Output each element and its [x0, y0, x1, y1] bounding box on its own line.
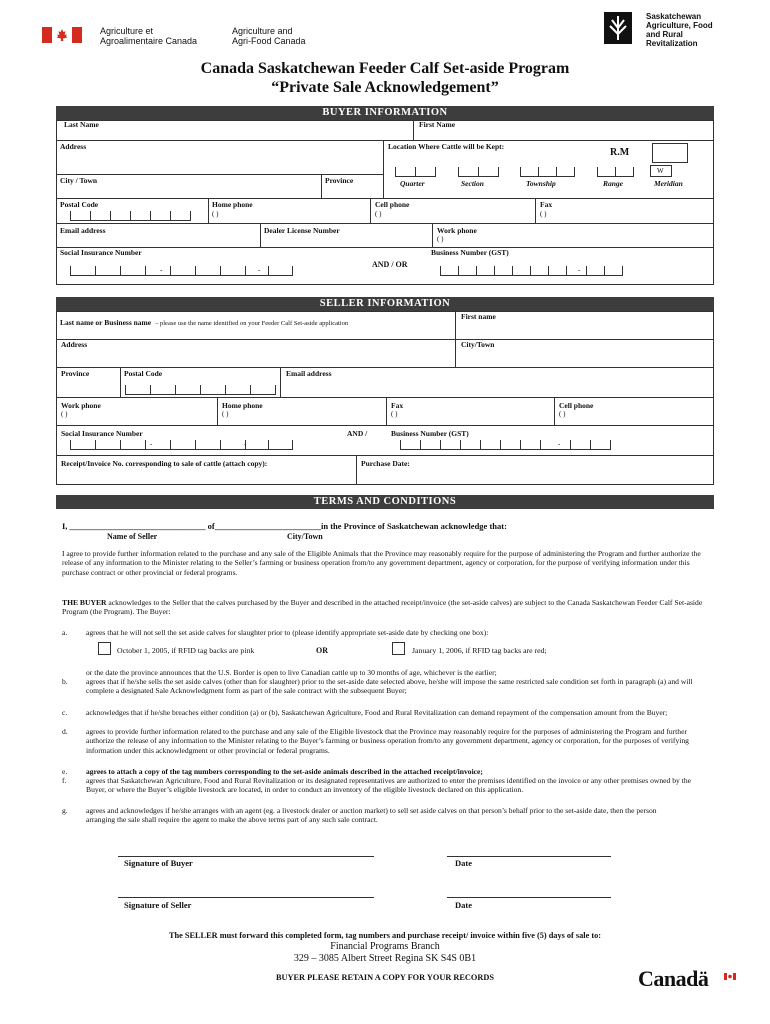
seller-and-label: AND /: [347, 429, 368, 438]
section-label: Section: [461, 179, 484, 188]
divider: [554, 397, 555, 425]
meridian-label: Meridian: [654, 179, 683, 188]
tick: [190, 211, 191, 221]
rm-label: R.M: [610, 147, 630, 158]
buyer-work-phone-field[interactable]: ( ): [437, 235, 444, 243]
tick: [220, 440, 221, 450]
seller-signature-line[interactable]: [118, 897, 374, 898]
forward-instruction: The SELLER must forward this completed form, tag numbers and purchase receipt/ invoice within five (5) days of sale to:: [168, 931, 602, 940]
township-label: Township: [526, 179, 556, 188]
seller-cell-phone-label: Cell phone: [559, 401, 594, 410]
seller-email-field[interactable]: [284, 379, 712, 395]
tick: [150, 385, 151, 395]
item-a-continued: or the date the province announces that the U.S. Border is open to live Canadian cattle up to 30 months of age, whichever is the earlier;: [86, 668, 497, 677]
buyer-fax-field[interactable]: ( ): [540, 210, 547, 218]
tick: [170, 266, 171, 276]
seller-cell-phone-field[interactable]: ( ): [559, 410, 566, 418]
divider: [280, 367, 281, 397]
dash: -: [578, 266, 581, 274]
seller-city-field[interactable]: [458, 350, 712, 366]
township-field[interactable]: [520, 176, 574, 177]
tick: [145, 266, 146, 276]
tick: [145, 440, 146, 450]
tick: [610, 440, 611, 450]
tick: [498, 167, 499, 177]
divider: [56, 198, 714, 199]
seller-home-phone-label: Home phone: [222, 401, 263, 410]
dash: -: [150, 440, 153, 448]
terms-section-heading: TERMS AND CONDITIONS: [56, 495, 714, 509]
tick: [480, 440, 481, 450]
wordmark-flag-icon: [724, 967, 736, 974]
tick: [400, 440, 401, 450]
buyer-sin-field[interactable]: [70, 275, 292, 276]
item-g-text: agrees and acknowledges if he/she arranges with an agent (eg. a livestock dealer or auction market) to sell set aside calves on that person’s behalf prior to the set-aside date, then the person arranging the sale shall require the agent to make the above terms part of any such sale contract.: [86, 806, 657, 825]
dash: -: [258, 266, 261, 274]
seller-work-phone-field[interactable]: ( ): [61, 410, 68, 418]
tick: [292, 266, 293, 276]
divider: [56, 174, 383, 175]
seller-work-phone-label: Work phone: [61, 401, 101, 410]
fed-fr-line2: Agroalimentaire Canada: [100, 36, 198, 46]
divider: [455, 311, 456, 339]
tick: [70, 266, 71, 276]
tick: [120, 440, 121, 450]
tick: [245, 440, 246, 450]
buyer-email-label: Email address: [60, 226, 106, 235]
saskatchewan-wordmark: [646, 12, 713, 48]
tick: [520, 167, 521, 177]
tick: [175, 385, 176, 395]
tick: [170, 440, 171, 450]
buyer-province-label: Province: [325, 176, 354, 185]
rm-field[interactable]: [652, 143, 688, 163]
divider: [356, 455, 357, 485]
tick: [250, 385, 251, 395]
title-line2: “Private Sale Acknowledgement”: [271, 79, 499, 96]
seller-address-label: Address: [61, 340, 88, 349]
buyer-last-name-label: Last Name: [64, 120, 99, 129]
tick: [574, 167, 575, 177]
canada-wordmark: Canadä: [638, 966, 709, 991]
divider: [386, 397, 387, 425]
buyer-acknowledgement-paragraph: [62, 598, 712, 617]
buyer-work-phone-label: Work phone: [437, 226, 477, 235]
receipt-label: Receipt/Invoice No. corresponding to sale of cattle (attach copy):: [61, 459, 268, 468]
tick: [570, 440, 571, 450]
tick: [435, 167, 436, 177]
tick: [548, 266, 549, 276]
buyer-fax-label: Fax: [540, 200, 553, 209]
buyer-signature-line[interactable]: [118, 856, 374, 857]
tick: [420, 440, 421, 450]
buyer-postal-label: Postal Code: [60, 200, 99, 209]
sk-line2: Agriculture, Food: [646, 21, 713, 30]
tick: [200, 385, 201, 395]
tick: [633, 167, 634, 177]
buyer-first-name-field[interactable]: [416, 129, 712, 139]
buyer-gst-field[interactable]: [440, 275, 622, 276]
buyer-dealer-label: Dealer License Number: [264, 226, 340, 235]
seller-province-field[interactable]: [58, 379, 118, 395]
tick: [268, 266, 269, 276]
seller-address-field[interactable]: [58, 350, 452, 366]
buyer-first-name-label: First Name: [419, 120, 456, 129]
range-label: Range: [603, 179, 624, 188]
seller-fax-label: Fax: [391, 401, 404, 410]
tick: [458, 266, 459, 276]
tick: [130, 211, 131, 221]
item-b-text: agrees that if he/she sells the set aside calves (other than for slaughter) prior to the set-aside date selected above, he/she will impose the same restricted sale condition set forth in paragraph (a) and will complete a designated Sale Acknowledgment form as part of the sale contract with the subsequent Buyer;: [86, 677, 693, 696]
quarter-label: Quarter: [400, 179, 425, 188]
tick: [597, 167, 598, 177]
tick: [195, 266, 196, 276]
seller-gst-label: Business Number (GST): [391, 429, 469, 438]
page-title: [0, 59, 770, 97]
tick: [458, 167, 459, 177]
seller-date-label: Date: [455, 900, 472, 910]
tick: [530, 266, 531, 276]
seller-agreement-paragraph: I agree to provide further information related to the purchase and any sale of the Eligible Animals that the Province may reasonably require for the purpose of administering the Program and further authorize the release of any information to the Minister relating to the Seller’s farming or business operation from/to any government department, agency or corporation, for the purpose of verifying information under this purchase contract or other provincial or federal programs.: [62, 549, 701, 577]
divider: [56, 455, 714, 456]
item-d-letter: d.: [62, 727, 68, 736]
option-red-label: January 1, 2006, if RFID tag backs are red;: [412, 646, 547, 655]
title-line1: Canada Saskatchewan Feeder Calf Set-aside Program: [200, 60, 570, 77]
tick: [125, 385, 126, 395]
buyer-cell-phone-field[interactable]: ( ): [375, 210, 382, 218]
tick: [110, 211, 111, 221]
tick: [90, 211, 91, 221]
divider: [413, 120, 414, 140]
seller-section-heading: SELLER INFORMATION: [56, 297, 714, 311]
tick: [415, 167, 416, 177]
buyer-address-field[interactable]: [58, 152, 378, 172]
tick: [622, 266, 623, 276]
divider: [56, 247, 714, 248]
tick: [494, 266, 495, 276]
seller-first-name-field[interactable]: [458, 322, 712, 338]
seller-postal-label: Postal Code: [124, 369, 163, 378]
tick: [95, 440, 96, 450]
option-pink-label: October 1, 2005, if RFID tag backs are pink: [117, 646, 255, 655]
seller-home-phone-field[interactable]: ( ): [222, 410, 229, 418]
divider: [56, 397, 714, 398]
tick: [604, 266, 605, 276]
buyer-section-heading: BUYER INFORMATION: [56, 106, 714, 120]
tick: [268, 440, 269, 450]
seller-city-label: City/Town: [461, 340, 495, 349]
divider: [56, 367, 714, 368]
divider: [535, 198, 536, 223]
retain-copy-notice: BUYER PLEASE RETAIN A COPY FOR YOUR RECORDS: [276, 973, 494, 982]
item-f-letter: f.: [62, 776, 67, 785]
item-c-letter: c.: [62, 708, 68, 717]
seller-signature-label: Signature of Seller: [124, 900, 192, 910]
seller-fax-field[interactable]: ( ): [391, 410, 398, 418]
sk-line4: Revitalization: [646, 39, 698, 48]
dash: -: [558, 440, 561, 448]
divider: [120, 367, 121, 397]
buyer-home-phone-field[interactable]: ( ): [212, 210, 219, 218]
city-town-label: City/Town: [287, 532, 323, 541]
buyer-location-label: Location Where Cattle will be Kept:: [388, 142, 505, 151]
and-or-label: AND / OR: [372, 260, 408, 269]
receipt-field[interactable]: [58, 469, 354, 483]
w-label: W: [657, 167, 664, 175]
purchase-date-field[interactable]: [360, 469, 712, 483]
tick: [586, 266, 587, 276]
tick: [440, 266, 441, 276]
divider: [455, 339, 456, 367]
divider: [383, 140, 384, 198]
buyer-city-label: City / Town: [60, 176, 98, 185]
divider: [56, 140, 714, 141]
buyer-signature-label: Signature of Buyer: [124, 858, 193, 868]
name-of-seller-label: Name of Seller: [107, 532, 158, 541]
tick: [615, 167, 616, 177]
dash: -: [244, 440, 247, 448]
tick: [220, 266, 221, 276]
tick: [95, 266, 96, 276]
tick: [566, 266, 567, 276]
seller-last-name-field[interactable]: [58, 322, 452, 338]
tick: [478, 167, 479, 177]
fed-fr-line1: Agriculture et: [100, 26, 154, 36]
sk-line3: and Rural: [646, 30, 683, 39]
or-label: OR: [316, 646, 328, 655]
divider: [217, 397, 218, 425]
seller-last-name-note: – please use the name identified on your Feeder Calf Set-aside application: [155, 320, 349, 327]
divider: [260, 223, 261, 247]
tick: [512, 266, 513, 276]
branch-address: 329 – 3085 Albert Street Regina SK S4S 0B1: [293, 953, 477, 964]
item-f-text: agrees that Saskatchewan Agriculture, Food and Rural Revitalization or its designated representatives are authorized to enter the premises identified on the invoice or any other premises owned by the Buyer, or where the Buyer’s eligible livestock are located, in order to conduct an inventory of the eligible livestock declared on this application.: [86, 776, 691, 795]
buyer-last-name-field[interactable]: [58, 129, 410, 139]
sk-line1: Saskatchewan: [646, 12, 702, 21]
tick: [292, 440, 293, 450]
seller-sin-label: Social Insurance Number: [61, 429, 143, 438]
buyer-sin-label: Social Insurance Number: [60, 248, 142, 257]
tick: [195, 440, 196, 450]
tick: [70, 440, 71, 450]
seller-email-label: Email address: [286, 369, 332, 378]
buyer-province-field[interactable]: [324, 185, 380, 197]
buyer-date-label: Date: [455, 858, 472, 868]
buyer-cell-phone-label: Cell phone: [375, 200, 410, 209]
dash: -: [160, 266, 163, 274]
tick: [590, 440, 591, 450]
pink-tag-checkbox[interactable]: [98, 642, 111, 655]
tick: [120, 266, 121, 276]
item-e-letter: e.: [62, 767, 68, 776]
divider: [208, 198, 209, 223]
the-buyer-bold: THE BUYER: [62, 598, 107, 607]
buyer-city-field[interactable]: [58, 185, 318, 197]
item-a-text: agrees that he will not sell the set aside calves for slaughter prior to (please identify appropriate set-aside date by checking one box):: [86, 628, 489, 637]
fed-en-line1: Agriculture and: [232, 26, 293, 36]
divider: [321, 174, 322, 198]
buyer-ack-rest: acknowledges to the Seller that the calves purchased by the Buyer and described in the attached receipt/invoice (the set-aside calves) are subject to the Canada Saskatchewan Feeder Calf Set-aside Program (the Program). The Buyer:: [62, 598, 703, 617]
item-g-letter: g.: [62, 806, 68, 815]
tick: [70, 211, 71, 221]
item-d-text: agrees to provide further information related to the purchase and any sale of the Eligible livestock that the Province may reasonably require for the purposes of administering the Program and further authorize the release of any information to the Minister relating to the Buyer’s farming or business operation from/to any government department, agency or corporation, for the purposes of verifying information under this acknowledgment or other provincial or federal programs.: [86, 727, 689, 755]
seller-gst-field[interactable]: [400, 449, 610, 450]
tick: [440, 440, 441, 450]
tick: [225, 385, 226, 395]
buyer-home-phone-label: Home phone: [212, 200, 253, 209]
red-tag-checkbox[interactable]: [392, 642, 405, 655]
tick: [556, 167, 557, 177]
divider: [56, 339, 714, 340]
item-c-text: acknowledges that if he/she breaches either condition (a) or (b), Saskatchewan Agriculture, Food and Rural Revitalization can demand repayment of the compensation amount from the Buyer;: [86, 708, 668, 717]
item-e-text: agrees to attach a copy of the tag numbers corresponding to the set-aside animals described in the attached receipt/invoice;: [86, 767, 483, 776]
fed-en-line2: Agri-Food Canada: [232, 36, 306, 46]
tick: [540, 440, 541, 450]
tick: [500, 440, 501, 450]
tick: [245, 266, 246, 276]
seller-date-line[interactable]: [447, 897, 611, 898]
seller-province-label: Province: [61, 369, 90, 378]
saskatchewan-logo-icon: [604, 12, 632, 44]
tick: [150, 211, 151, 221]
buyer-dealer-field[interactable]: [262, 235, 430, 246]
ack-line[interactable]: I, ________________________________ of_________________________in the Province of Saskatchewan acknowledge that:: [62, 521, 507, 531]
buyer-address-label: Address: [60, 142, 87, 151]
purchase-date-label: Purchase Date:: [361, 459, 410, 468]
canada-flag-icon: [42, 27, 82, 43]
tick: [520, 440, 521, 450]
seller-first-name-label: First name: [461, 312, 496, 321]
divider: [370, 198, 371, 223]
buyer-gst-label: Business Number (GST): [431, 248, 509, 257]
divider: [432, 223, 433, 247]
federal-wordmark-fr: [100, 26, 197, 46]
tick: [395, 167, 396, 177]
buyer-date-line[interactable]: [447, 856, 611, 857]
tick: [538, 167, 539, 177]
tick: [275, 385, 276, 395]
federal-wordmark-en: [232, 26, 306, 46]
tick: [170, 211, 171, 221]
divider: [56, 223, 714, 224]
seller-sin-field[interactable]: [70, 449, 292, 450]
item-b-letter: b.: [62, 677, 68, 686]
tick: [460, 440, 461, 450]
divider: [56, 425, 714, 426]
tick: [476, 266, 477, 276]
branch-name: Financial Programs Branch: [330, 941, 440, 952]
buyer-email-field[interactable]: [58, 235, 258, 246]
item-a-letter: a.: [62, 628, 68, 637]
seller-last-name-text: Last name or Business name: [60, 318, 152, 327]
